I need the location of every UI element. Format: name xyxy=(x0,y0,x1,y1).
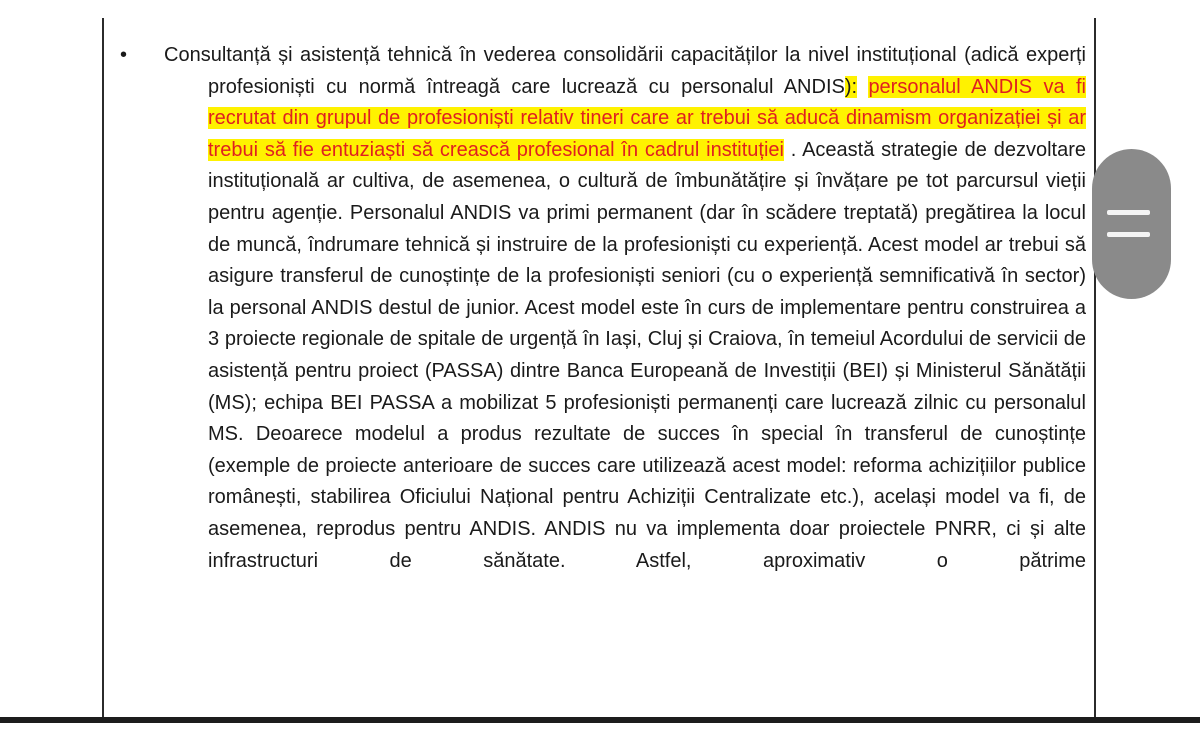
page-margin-left-line xyxy=(102,18,104,718)
paragraph-body-text: . Această strategie de dezvoltare instituțională ar cultiva, de asemenea, o cultură de îmbunătățire și învățare pe tot parcursul vieții pentru agenție. Personalul ANDIS va primi permanent (dar în scădere treptată) pregătirea la locul de muncă, îndrumare tehnică și instruire de la profesioniști cu experiență. Acest model ar trebui să asigure transferul de cunoștințe de la profesioniști seniori (cu o experiență semnificativă în sector) la personal ANDIS destul de junior. Acest model este în curs de implementare pentru construirea a 3 proiecte regionale de spitale de urgență în Iași, Cluj și Craiova, în temeiul Acordului de servicii de asistență pentru proiect (PASSA) dintre Banca Europeană de Investiții (BEI) și Ministerul Sănătății (MS); echipa BEI PASSA a mobilizat 5 profesioniști permanenți care lucrează zilnic cu personalul MS. Deoarece modelul a produs rezultate de succes în special în transferul de cunoștințe (exemple de proiecte anterioare de succes care utilizează acest model: reforma achizițiilor publice românești, stabilirea Oficiului Național pentru Achiziții Centralizate etc.), același model va fi, de asemenea, reprodus pentru ANDIS. ANDIS nu va implementa doar proiectele PNRR, ci și alte infrastructuri de sănătate. Astfel, aproximativ o pătrime xyxy=(208,138,1086,572)
paragraph-first-line: Consultanță și asistență tehnică în vederea consolidării capacităților la nivel instituțional xyxy=(164,44,957,66)
paragraph xyxy=(164,40,1086,577)
bullet-list-item xyxy=(120,40,1087,577)
handle-grip-line-bottom xyxy=(1107,232,1150,237)
highlighted-red-text: personalul ANDIS va fi recrutat din grupul de profesioniști relativ tineri care ar trebui să aducă dinamism organizației și ar trebui să fie entuziaști să crească profesional în cadrul instituției xyxy=(208,75,1086,161)
next-page-area xyxy=(0,723,1200,741)
drag-handle-icon[interactable] xyxy=(1092,149,1171,299)
document-body xyxy=(120,40,1087,577)
bullet-icon: • xyxy=(120,44,128,66)
page-margin-right-line xyxy=(1094,18,1096,718)
highlighted-punctuation: ): xyxy=(844,75,858,98)
handle-grip-line-top xyxy=(1107,210,1150,215)
paragraph-intro-text: (adică experți profesioniști cu normă întreagă care lucrează cu personalul ANDIS xyxy=(208,44,1087,98)
